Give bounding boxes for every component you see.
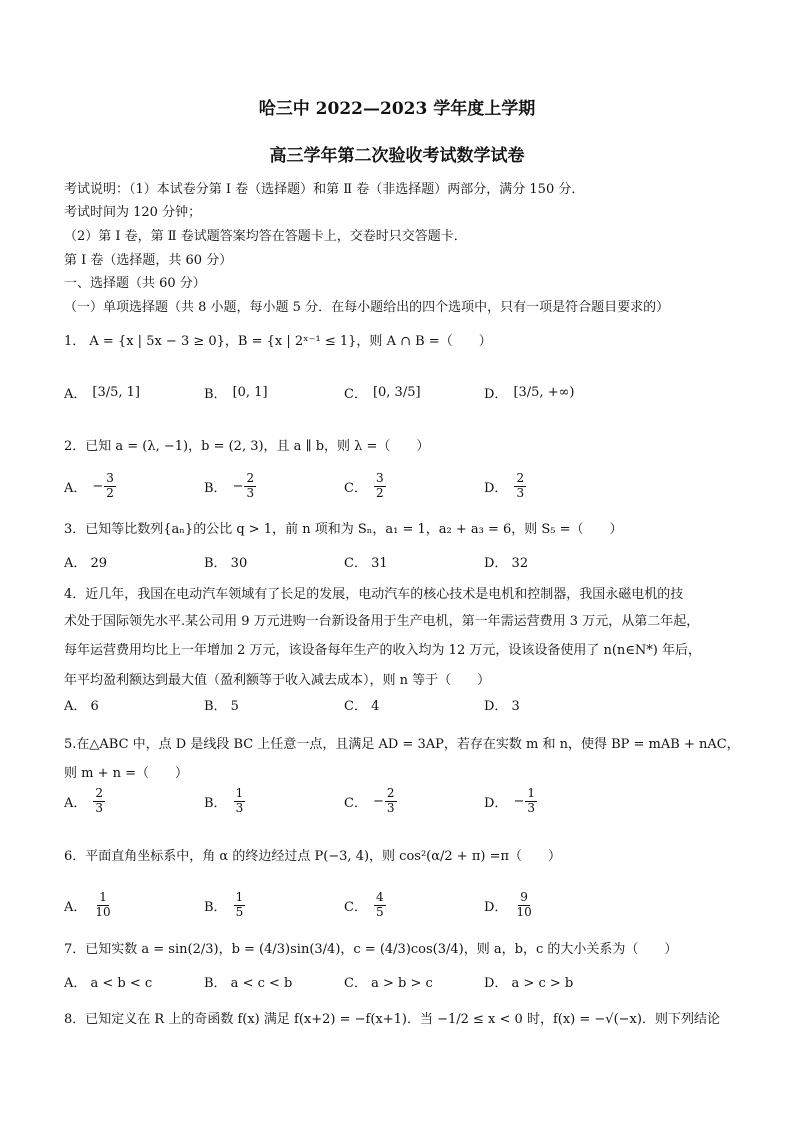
question-5-line-1: 5.在△ABC 中，点 D 是线段 BC 上任意一点，且满足 AD = 3AP，若存在实数 m 和 n，使得 BP = mAB + nAC， (64, 737, 740, 752)
numerator: 3 (375, 471, 384, 486)
option-label: A． (64, 795, 87, 811)
question-3-stem: 3．已知等比数列{aₙ}的公比 q > 1，前 n 项和为 Sₙ，a₁ = 1，a₂ + a₃ = 6，则 S₅ =（ ） (64, 522, 623, 537)
section-subheading: （一）单项选择题（共 8 小题，每小题 5 分．在每小题给出的四个选项中，只有一项是符合题目要求的） (64, 300, 670, 315)
option-label: C． (344, 795, 367, 811)
numerator: 4 (375, 890, 384, 905)
fraction (93, 891, 112, 918)
question-4-option-a[interactable]: A． 6 (64, 698, 99, 714)
question-6-option-a[interactable] (64, 891, 204, 918)
question-5-option-c[interactable] (344, 787, 484, 814)
question-7-option-a[interactable]: A． a < b < c (64, 975, 153, 991)
question-3-option-c[interactable]: C． 31 (344, 555, 388, 571)
denominator: 5 (375, 904, 384, 919)
question-4-option-d[interactable]: D． 3 (484, 698, 520, 714)
numerator: 1 (99, 890, 107, 905)
numerator: 2 (246, 471, 255, 486)
numerator: 1 (235, 786, 244, 801)
question-5-line-2: 则 m + n =（ ） (64, 766, 189, 781)
numerator: 2 (386, 786, 395, 801)
section-heading: 一、选择题（共 60 分） (64, 276, 206, 291)
question-7-option-c[interactable]: C． a > b > c (344, 975, 433, 991)
numerator: 3 (106, 471, 114, 486)
question-6-options (64, 888, 744, 922)
question-2-stem: 2．已知 a = (λ, −1)，b = (2, 3)，且 a ∥ b，则 λ =（ ） (64, 439, 430, 454)
denominator: 3 (235, 800, 244, 815)
fraction (514, 472, 526, 499)
fraction (514, 891, 533, 918)
question-5-option-a[interactable] (64, 787, 204, 814)
minus-sign: − (513, 793, 525, 809)
option-label: D． (484, 480, 508, 496)
question-1-options (64, 375, 744, 409)
option-label: B． (204, 899, 227, 915)
numerator: 2 (516, 471, 525, 486)
question-6-option-c[interactable] (344, 891, 484, 918)
question-4-option-c[interactable]: C． 4 (344, 698, 380, 714)
exam-subtitle: 高三学年第二次验收考试数学试卷 (269, 146, 525, 166)
question-1-stem: 1． A = {x | 5x − 3 ≥ 0}，B = {x | 2ˣ⁻¹ ≤ 1}，则 A ∩ B =（ ） (64, 334, 492, 349)
minus-sign: − (372, 793, 384, 809)
question-7-stem: 7．已知实数 a = sin(2/3)，b = (4/3)sin(3/4)，c = (4/3)cos(3/4)，则 a，b，c 的大小关系为（ ） (64, 942, 678, 957)
minus-sign: − (92, 478, 104, 494)
question-4-option-b[interactable]: B． 5 (204, 698, 239, 714)
option-label: C． (344, 386, 367, 402)
option-value: [3/5, 1] (92, 384, 140, 400)
numerator: 1 (527, 786, 535, 801)
denominator: 10 (516, 904, 532, 919)
fraction (234, 891, 246, 918)
denominator: 5 (235, 904, 244, 919)
numerator: 1 (235, 890, 244, 905)
denominator: 10 (95, 904, 111, 919)
fraction (525, 787, 537, 814)
option-label: A． (64, 899, 87, 915)
option-label: D． (484, 386, 508, 402)
option-label: C． (344, 899, 367, 915)
option-label: C． (344, 480, 367, 496)
fraction (244, 472, 256, 499)
question-4-options (64, 687, 744, 721)
denominator: 3 (386, 800, 395, 815)
question-5-option-d[interactable] (484, 787, 624, 814)
question-3-option-a[interactable]: A． 29 (64, 555, 108, 571)
question-8-stem: 8．已知定义在 R 上的奇函数 f(x) 满足 f(x+2) = −f(x+1)．当 −1/2 ≤ x < 0 时，f(x) = −√(−x)．则下列结论 (64, 1012, 720, 1027)
option-label: D． (484, 795, 508, 811)
denominator: 3 (95, 800, 104, 815)
question-3-options (64, 544, 744, 578)
question-4-line-2: 术处于国际领先水平.某公司用 9 万元进购一台新设备用于生产电机，第一年需运营费用 3 万元，从第二年起， (64, 614, 700, 629)
question-4-line-1: 4．近几年，我国在电动汽车领域有了长足的发展，电动汽车的核心技术是电机和控制器，我国永磁电机的技 (64, 587, 684, 602)
numerator: 9 (520, 890, 528, 905)
question-1-option-b[interactable] (204, 383, 344, 402)
denominator: 2 (106, 485, 114, 500)
exam-title: 哈三中 2022—2023 学年度上学期 (258, 99, 536, 119)
instructions-line-3: （2）第 I 卷，第 Ⅱ 卷试题答案均答在答题卡上，交卷时只交答题卡． (64, 229, 467, 244)
question-4-line-4: 年平均盈利额达到最大值（盈利额等于收入减去成本），则 n 等于（ ） (64, 673, 491, 688)
question-6-option-b[interactable] (204, 891, 344, 918)
numerator: 2 (95, 786, 104, 801)
option-value: [0, 3/5] (372, 384, 421, 400)
question-3-option-b[interactable]: B． 30 (204, 555, 248, 571)
question-2-option-c[interactable] (344, 472, 484, 499)
question-3-option-d[interactable]: D． 32 (484, 555, 529, 571)
question-7-option-d[interactable]: D． a > c > b (484, 975, 574, 991)
question-4-line-3: 每年运营费用均比上一年增加 2 万元，该设备每年生产的收入均为 12 万元，设该设备使用了 n(n∈N*) 年后， (64, 643, 701, 658)
question-6-stem: 6．平面直角坐标系中，角 α 的终边经过点 P(−3, 4)，则 cos²(α/2 + π) =π（ ） (64, 849, 562, 864)
instructions-line-1: 考试说明：（1）本试卷分第 I 卷（选择题）和第 Ⅱ 卷（非选择题）两部分，满分 150 分． (64, 182, 585, 197)
denominator: 3 (527, 800, 535, 815)
denominator: 2 (375, 485, 384, 500)
fraction (93, 787, 105, 814)
fraction (385, 787, 397, 814)
question-1-option-d[interactable] (484, 383, 624, 402)
fraction (234, 787, 246, 814)
question-5-options (64, 784, 744, 818)
question-2-option-d[interactable] (484, 472, 624, 499)
question-7-option-b[interactable]: B． a < c < b (204, 975, 293, 991)
question-2-options (64, 469, 744, 503)
question-6-option-d[interactable] (484, 891, 624, 918)
option-value: [0, 1] (232, 384, 268, 400)
option-label: D． (484, 899, 508, 915)
question-7-options (64, 964, 744, 998)
fraction (104, 472, 116, 499)
question-2-option-a[interactable] (64, 472, 204, 499)
option-label: B． (204, 480, 227, 496)
fraction (374, 472, 386, 499)
denominator: 3 (516, 485, 525, 500)
question-2-option-b[interactable] (204, 472, 344, 499)
part-heading: 第 I 卷（选择题，共 60 分） (64, 253, 233, 268)
option-label: A． (64, 386, 87, 402)
option-label: B． (204, 386, 227, 402)
denominator: 3 (246, 485, 255, 500)
fraction (374, 891, 386, 918)
question-5-option-b[interactable] (204, 787, 344, 814)
option-label: B． (204, 795, 227, 811)
option-value: [3/5, +∞) (513, 384, 575, 400)
instructions-line-2: 考试时间为 120 分钟； (64, 205, 202, 220)
option-label: A． (64, 480, 87, 496)
minus-sign: − (232, 478, 244, 494)
question-1-option-c[interactable] (344, 383, 484, 402)
question-1-option-a[interactable] (64, 383, 204, 402)
